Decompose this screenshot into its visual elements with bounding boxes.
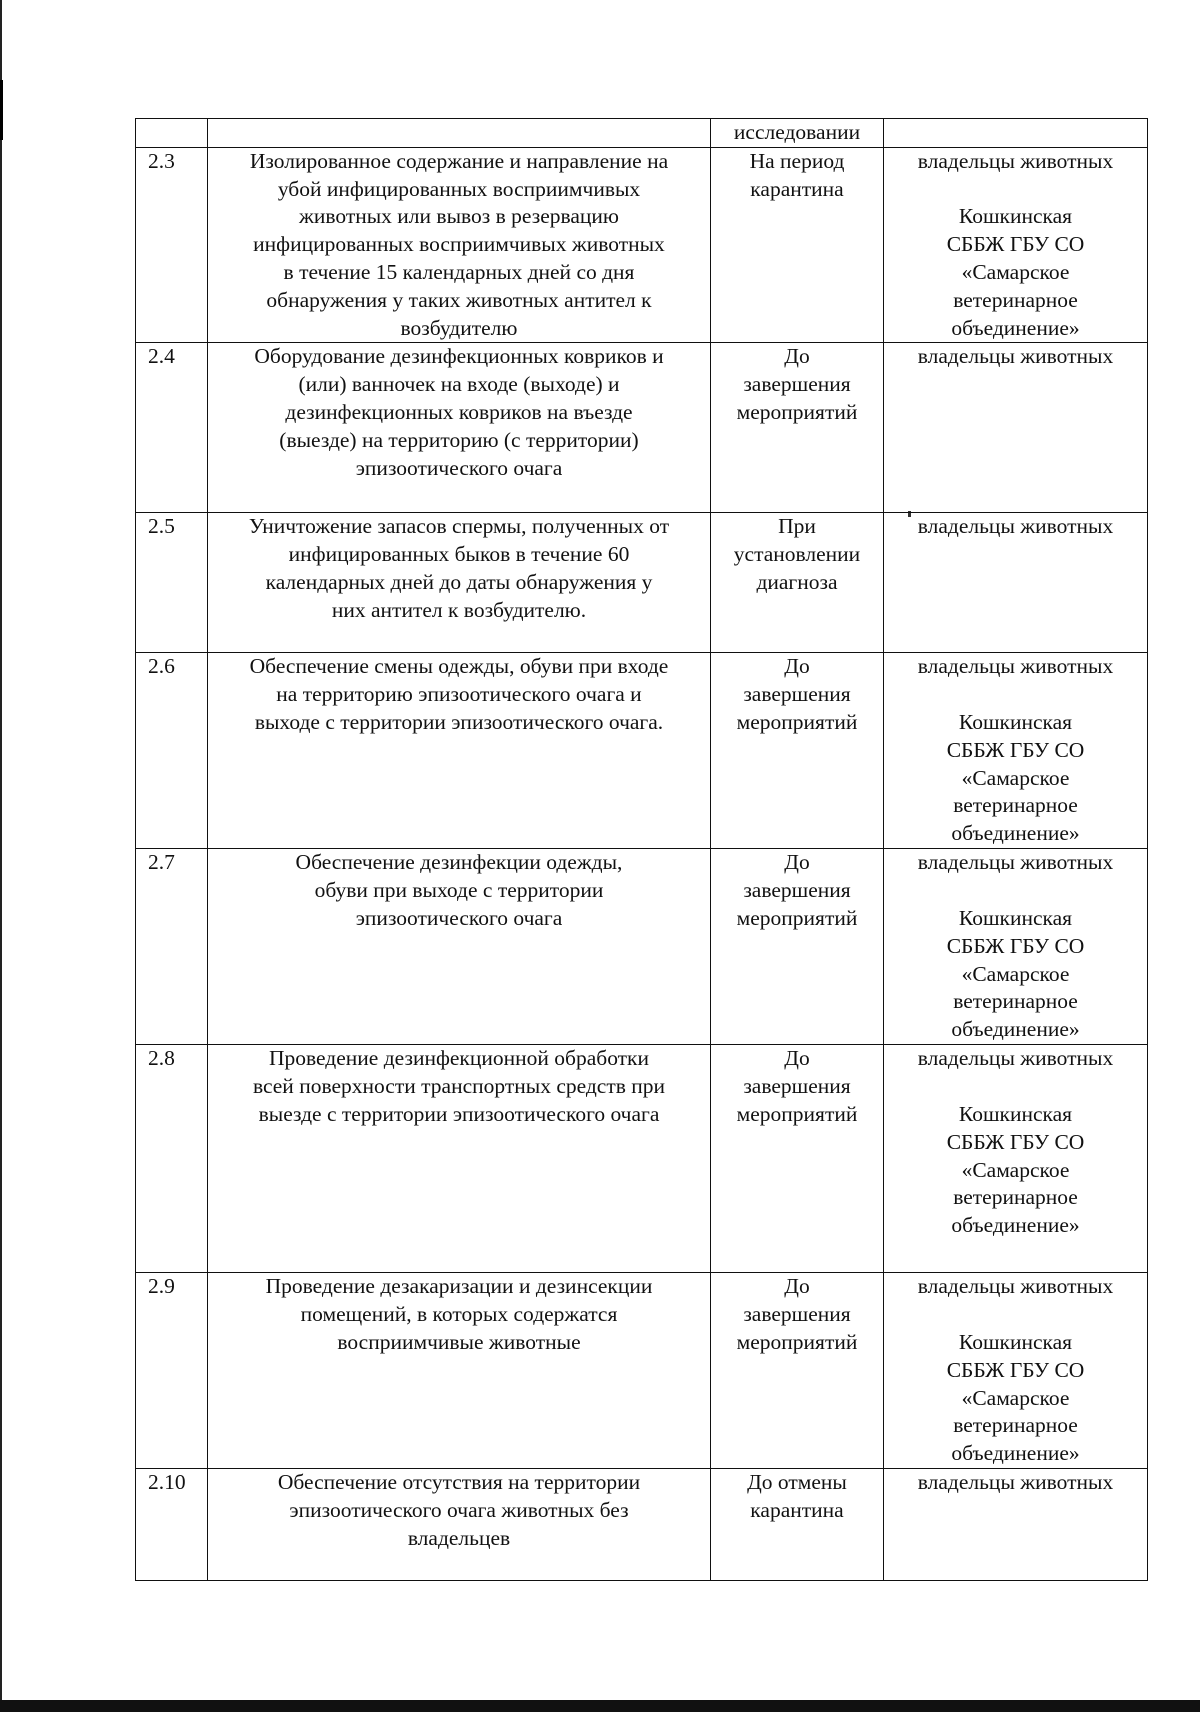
measure-description (208, 343, 711, 513)
measure-term (711, 653, 884, 849)
measure-term-line: До (784, 1046, 810, 1071)
row-number: 2.10 (136, 1469, 208, 1581)
measure-responsible-line: владельцы животных (917, 1274, 1114, 1299)
measure-description-line: всей поверхности транспортных средств при (252, 1074, 666, 1099)
measure-description (208, 1273, 711, 1469)
measure-description-line: Обеспечение дезинфекции одежды, (295, 850, 623, 875)
table-body (136, 119, 1148, 1581)
measure-term (711, 513, 884, 653)
measure-description (208, 849, 711, 1045)
measure-term (711, 1273, 884, 1469)
table-row (136, 849, 1148, 1045)
measure-term-line: завершения (743, 1302, 851, 1327)
measure-responsible (884, 1045, 1148, 1273)
table-row (136, 653, 1148, 849)
measure-description-line: календарных дней до даты обнаружения у (265, 569, 653, 594)
measure-term-line: завершения (743, 878, 851, 903)
table-row (136, 513, 1148, 653)
row-number: 2.9 (136, 1273, 208, 1469)
measure-term-line: мероприятий (736, 1101, 858, 1126)
measure-description-line: Оборудование дезинфекционных ковриков и (254, 344, 664, 369)
table-row (136, 147, 1148, 343)
measure-term-line: До (784, 1274, 810, 1299)
line-gap (888, 1073, 1143, 1101)
measure-description-line: помещений, в которых содержатся (300, 1302, 618, 1327)
measure-term-line: До (784, 850, 810, 875)
measure-responsible (884, 343, 1148, 513)
measure-description-line: животных или вывоз в резервацию (299, 204, 619, 229)
measure-term-line: завершения (743, 682, 851, 707)
measure-term-line: карантина (750, 176, 844, 201)
measure-description-line: обнаружения у таких животных антител к (266, 287, 652, 312)
measure-responsible-line: СББЖ ГБУ СО (946, 232, 1085, 257)
measure-term (711, 849, 884, 1045)
measure-description-line: эпизоотического очага (355, 905, 563, 930)
measure-responsible-line: объединение» (951, 1017, 1080, 1042)
measure-responsible (884, 119, 1148, 148)
measure-responsible-line: владельцы животных (917, 514, 1114, 539)
measure-description-line: (выезде) на территорию (с территории) (279, 427, 639, 452)
measure-description-line: Обеспечение отсутствия на территории (277, 1470, 641, 1495)
measure-term-line: установлении (733, 542, 861, 567)
measure-description-line: в течение 15 календарных дней со дня (283, 259, 635, 284)
measure-term-line: мероприятий (736, 399, 858, 424)
measure-responsible-line: владельцы животных (917, 148, 1114, 173)
measure-term-line: карантина (750, 1498, 844, 1523)
measure-description-line: (или) ванночек на входе (выходе) и (298, 372, 620, 397)
measure-responsible-line: владельцы животных (917, 1470, 1114, 1495)
line-gap (888, 877, 1143, 905)
measure-responsible-line: ветеринарное (953, 1413, 1078, 1438)
measure-term-line: До (784, 344, 810, 369)
measure-responsible-line: Кошкинская (958, 1101, 1073, 1126)
measure-term (711, 1469, 884, 1581)
measure-term (711, 1045, 884, 1273)
measure-description (208, 119, 711, 148)
row-number: 2.4 (136, 343, 208, 513)
table-row (136, 343, 1148, 513)
table-row (136, 1045, 1148, 1273)
scan-border-left (0, 0, 2, 1712)
measure-responsible-line: «Самарское (961, 961, 1070, 986)
measure-responsible (884, 849, 1148, 1045)
measure-description (208, 1469, 711, 1581)
measure-term (711, 119, 884, 148)
measure-term-line: мероприятий (736, 905, 858, 930)
measure-responsible-line: владельцы животных (917, 654, 1114, 679)
measure-term-line: При (778, 514, 816, 539)
line-gap (888, 176, 1143, 204)
measure-term-line: До (784, 654, 810, 679)
measure-responsible-line: объединение» (951, 821, 1080, 846)
measure-description (208, 1045, 711, 1273)
row-number: 2.7 (136, 849, 208, 1045)
measure-term (711, 343, 884, 513)
measure-responsible-line: объединение» (951, 315, 1080, 340)
measure-responsible-line: ветеринарное (953, 989, 1078, 1014)
measure-responsible-line: владельцы животных (917, 344, 1114, 369)
measure-description-line: дезинфекционных ковриков на въезде (285, 399, 633, 424)
measure-responsible-line: СББЖ ГБУ СО (946, 1129, 1085, 1154)
measure-responsible-line: ветеринарное (953, 287, 1078, 312)
measure-responsible-line: Кошкинская (958, 905, 1073, 930)
measure-responsible-line: ветеринарное (953, 793, 1078, 818)
table-row (136, 1273, 1148, 1469)
measure-description-line: восприимчивые животные (337, 1329, 581, 1354)
measure-responsible-line: ветеринарное (953, 1185, 1078, 1210)
row-number: 2.6 (136, 653, 208, 849)
measure-description-line: эпизоотического очага (355, 455, 563, 480)
measure-description-line: Проведение дезакаризации и дезинсекции (265, 1274, 653, 1299)
measure-responsible-line: владельцы животных (917, 1046, 1114, 1071)
measure-description-line: Проведение дезинфекционной обработки (268, 1046, 650, 1071)
measure-term-line: исследовании (733, 120, 861, 144)
measure-description-line: Уничтожение запасов спермы, полученных от (248, 514, 670, 539)
measure-description-line: инфицированных восприимчивых животных (253, 232, 665, 257)
measure-description-line: эпизоотического очага животных без (289, 1498, 629, 1523)
measure-description-line: обуви при выходе с территории (314, 878, 604, 903)
measure-description-line: Обеспечение смены одежды, обуви при входе (249, 654, 669, 679)
measure-responsible (884, 653, 1148, 849)
measure-responsible-line: СББЖ ГБУ СО (946, 1357, 1085, 1382)
measure-responsible-line: владельцы животных (917, 850, 1114, 875)
measure-responsible-line: «Самарское (961, 1385, 1070, 1410)
measure-description-line: них антител к возбудителю. (331, 597, 587, 622)
line-gap (888, 1301, 1143, 1329)
row-number (136, 119, 208, 148)
measure-description-line: выезде с территории эпизоотического очага (258, 1101, 660, 1126)
measure-responsible-line: СББЖ ГБУ СО (946, 737, 1085, 762)
measure-responsible (884, 513, 1148, 653)
measure-responsible-line: СББЖ ГБУ СО (946, 933, 1085, 958)
row-number: 2.8 (136, 1045, 208, 1273)
measure-term-line: До отмены (747, 1470, 847, 1495)
scan-border-bottom (0, 1700, 1200, 1712)
measure-term-line: диагноза (756, 569, 838, 594)
measure-responsible-line: объединение» (951, 1213, 1080, 1238)
measure-term-line: мероприятий (736, 709, 858, 734)
measure-description-line: инфицированных быков в течение 60 (288, 542, 630, 567)
measure-responsible (884, 147, 1148, 343)
measure-description-line: на территорию эпизоотического очага и (276, 682, 642, 707)
line-gap (888, 681, 1143, 709)
measure-responsible (884, 1273, 1148, 1469)
measures-table (135, 118, 1148, 1581)
measure-responsible-line: «Самарское (961, 765, 1070, 790)
measure-term-line: завершения (743, 372, 851, 397)
measure-term-line: мероприятий (736, 1329, 858, 1354)
measure-responsible-line: объединение» (951, 1441, 1080, 1466)
measure-responsible-line: Кошкинская (958, 709, 1073, 734)
table-row (136, 1469, 1148, 1581)
measure-responsible-line: Кошкинская (958, 1329, 1073, 1354)
measure-term-line: На период (749, 148, 845, 173)
measure-description (208, 653, 711, 849)
measure-responsible (884, 1469, 1148, 1581)
scan-mark (0, 80, 3, 140)
measure-responsible-line: «Самарское (961, 259, 1070, 284)
measure-responsible-line: Кошкинская (958, 204, 1073, 229)
measure-description-line: Изолированное содержание и направление на (249, 148, 669, 173)
row-number: 2.5 (136, 513, 208, 653)
measure-description-line: убой инфицированных восприимчивых (277, 176, 641, 201)
measure-description (208, 513, 711, 653)
measure-description-line: выходе с территории эпизоотического очага. (254, 709, 664, 734)
row-number: 2.3 (136, 147, 208, 343)
measure-responsible-line: «Самарское (961, 1157, 1070, 1182)
measure-term (711, 147, 884, 343)
measure-description-line: владельцев (407, 1525, 511, 1550)
measure-description (208, 147, 711, 343)
measure-description-line: возбудителю (400, 315, 518, 340)
table-row (136, 119, 1148, 148)
measure-term-line: завершения (743, 1074, 851, 1099)
